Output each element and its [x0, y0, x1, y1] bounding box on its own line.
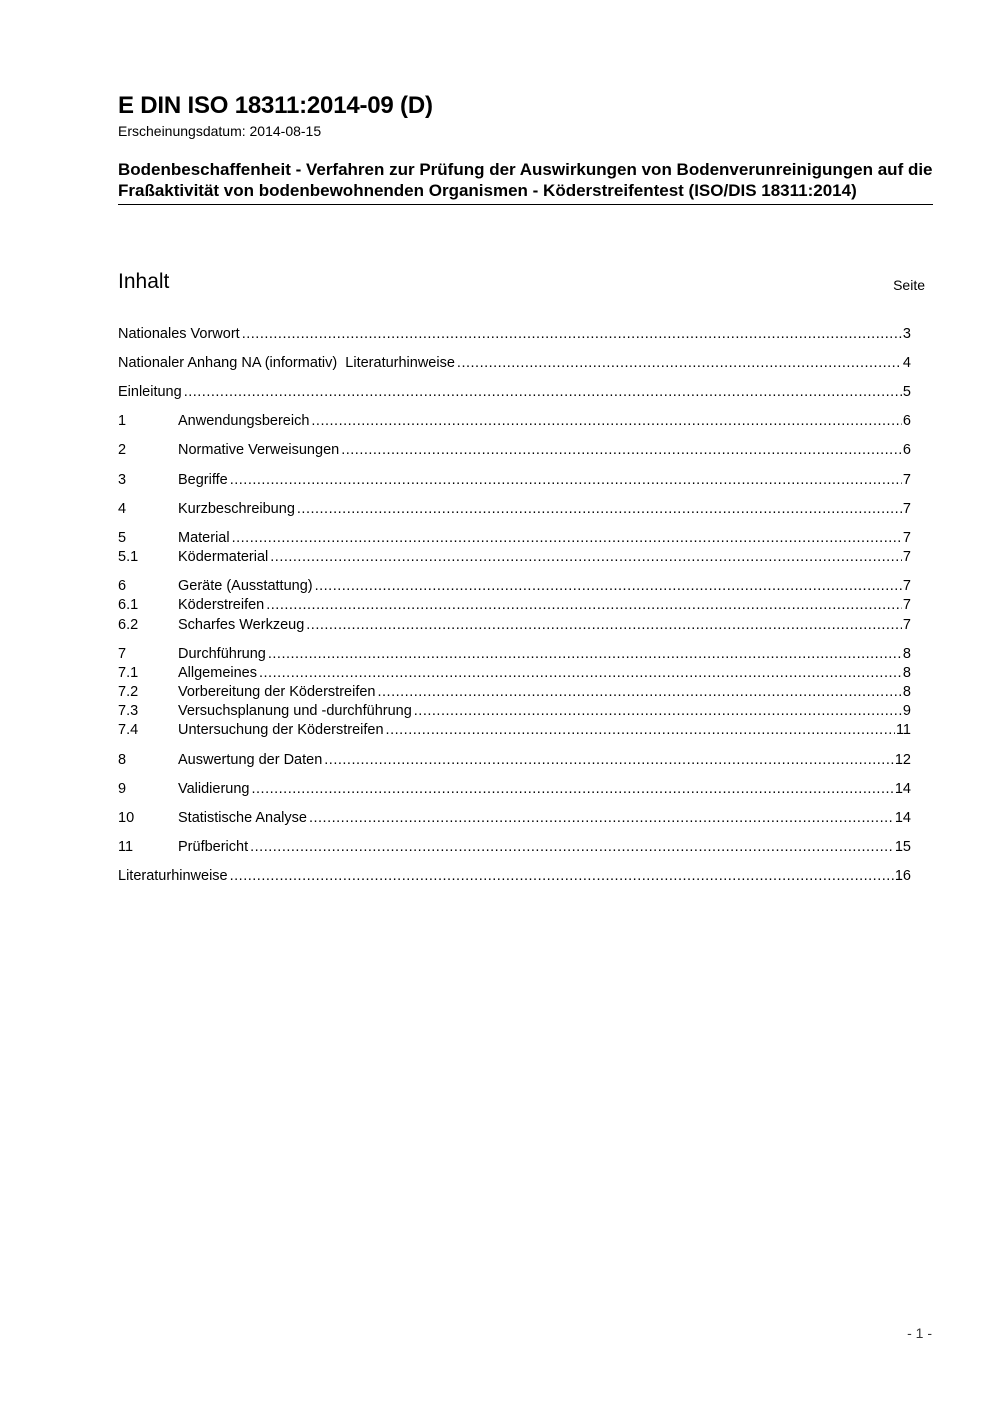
- toc-dot-leader: [230, 867, 894, 886]
- toc-dot-leader: [341, 441, 902, 460]
- toc-entry-number: 9: [118, 781, 127, 797]
- toc-entry-page: 8: [902, 684, 911, 700]
- toc-entry-page: 7: [902, 578, 911, 594]
- toc-entry-title: [178, 500, 295, 519]
- toc-entry-title-text: Scharfes Werkzeug: [178, 617, 305, 633]
- toc-dot-leader: [232, 529, 902, 548]
- toc-entry[interactable]: [118, 664, 911, 683]
- toc-entry-number: 7.2: [118, 684, 139, 700]
- toc-entry-number: 6.2: [118, 617, 139, 633]
- toc-entry-title-text: Versuchsplanung und -durchführung: [178, 703, 412, 719]
- toc-dot-leader: [457, 354, 902, 373]
- toc-dot-leader: [259, 664, 902, 683]
- toc-entry-page: 6: [902, 413, 911, 429]
- document-number: E DIN ISO 18311:2014-09 (D): [118, 92, 433, 119]
- toc-entry-title-text: Untersuchung der Köderstreifen: [178, 722, 384, 738]
- toc-entry-title: [118, 325, 240, 344]
- toc-dot-leader: [242, 325, 902, 344]
- toc-entry-title-text: Normative Verweisungen: [178, 442, 340, 458]
- toc-entry-number: 2: [118, 442, 127, 458]
- toc-dot-leader: [251, 780, 893, 799]
- toc-entry-title-text: Kurzbeschreibung: [178, 501, 295, 517]
- contents-title: Inhalt: [118, 270, 170, 293]
- publication-date: Erscheinungsdatum: 2014-08-15: [118, 123, 322, 139]
- toc-entry-title-text: Anwendungsbereich: [178, 413, 310, 429]
- toc-entry-page: 7: [902, 597, 911, 613]
- toc-entry-number: 8: [118, 752, 127, 768]
- toc-dot-leader: [414, 702, 902, 721]
- toc-dot-leader: [324, 751, 894, 770]
- toc-entry-page: 4: [902, 355, 911, 371]
- toc-entry-title: [178, 616, 304, 635]
- toc-dot-leader: [184, 383, 902, 402]
- toc-entry-page: 8: [902, 665, 911, 681]
- toc-entry-title: [178, 838, 248, 857]
- toc-dot-leader: [230, 471, 902, 490]
- toc-entry-title: [178, 412, 309, 431]
- toc-entry-title: [178, 548, 268, 567]
- toc-entry[interactable]: [118, 867, 911, 886]
- toc-entry-title-text: Allgemeines: [178, 665, 257, 681]
- toc-entry-title: [118, 867, 228, 886]
- document-header: [118, 92, 933, 205]
- toc-entry-page: 7: [902, 617, 911, 633]
- toc-entry[interactable]: [118, 702, 911, 721]
- toc-entry[interactable]: [118, 354, 911, 373]
- toc-entry-title: [178, 664, 257, 683]
- toc-entry-title: [118, 354, 455, 373]
- toc-entry-title: [178, 683, 376, 702]
- toc-entry[interactable]: [118, 529, 911, 548]
- toc-entry[interactable]: [118, 325, 911, 344]
- toc-entry-title: [178, 529, 230, 548]
- toc-dot-leader: [297, 500, 902, 519]
- toc-entry-title-text: Köderstreifen: [178, 597, 265, 613]
- toc-entry[interactable]: [118, 596, 911, 615]
- toc-entry-number: 7.4: [118, 722, 139, 738]
- toc-entry-number: 3: [118, 472, 127, 488]
- toc-entry[interactable]: [118, 500, 911, 519]
- toc-entry-title: [178, 645, 266, 664]
- toc-dot-leader: [311, 412, 902, 431]
- toc-entry-page: 16: [894, 868, 911, 884]
- toc-entry-number: 4: [118, 501, 127, 517]
- toc-dot-leader: [250, 838, 894, 857]
- toc-entry-title-text: Nationaler Anhang NA: [118, 355, 261, 371]
- toc-entry[interactable]: [118, 809, 911, 828]
- toc-entry-title-text: Vorbereitung der Köderstreifen: [178, 684, 376, 700]
- toc-entry-number: 7: [118, 646, 127, 662]
- document-title: Bodenbeschaffenheit - Verfahren zur Prüfung der Auswirkungen von Bodenverunreinigungen auf die Fraßaktivität von bodenbewohnenden Organismen - Köderstreifentest (ISO/DIS 18311:2014): [118, 159, 933, 205]
- toc-entry-title-text: Statistische Analyse: [178, 810, 307, 826]
- toc-entry-title: [178, 751, 322, 770]
- toc-dot-leader: [268, 645, 902, 664]
- toc-entry-number: 5: [118, 530, 127, 546]
- toc-entry-number: 6: [118, 578, 127, 594]
- toc-entry-title: [178, 441, 339, 460]
- contents-heading: [118, 268, 925, 298]
- toc-entry-title: [178, 809, 307, 828]
- toc-entry-page: 9: [902, 703, 911, 719]
- toc-entry-title: [178, 471, 228, 490]
- toc-entry-page: 7: [902, 501, 911, 517]
- toc-entry-page: 7: [902, 549, 911, 565]
- toc-entry-title: [178, 780, 249, 799]
- toc-entry-title: [178, 721, 384, 740]
- toc-entry[interactable]: [118, 683, 911, 702]
- toc-entry[interactable]: [118, 383, 911, 402]
- toc-entry-page: 7: [902, 472, 911, 488]
- toc-entry-note: (informativ): [264, 355, 338, 371]
- toc-entry[interactable]: [118, 780, 911, 799]
- toc-entry-title-text: Literaturhinweise: [118, 868, 228, 884]
- toc-entry[interactable]: [118, 471, 911, 490]
- toc-entry-number: 10: [118, 810, 135, 826]
- toc-dot-leader: [315, 577, 902, 596]
- toc-entry-title-text: Begriffe: [178, 472, 228, 488]
- toc-entry-page: 3: [902, 326, 911, 342]
- toc-entry[interactable]: [118, 751, 911, 770]
- page-column-label: Seite: [893, 277, 925, 293]
- toc-entry-title-text: Auswertung der Daten: [178, 752, 323, 768]
- toc-entry-page: 12: [894, 752, 911, 768]
- toc-entry-title-text: Ködermaterial: [178, 549, 269, 565]
- toc-entry-title: [178, 702, 412, 721]
- toc-entry-number: 11: [118, 839, 134, 855]
- toc-entry-number: 7.1: [118, 665, 139, 681]
- toc-entry-number: 5.1: [118, 549, 139, 565]
- toc-entry-subtitle: Literaturhinweise: [345, 355, 455, 371]
- toc-entry-number: 1: [118, 413, 127, 429]
- toc-entry-title-text: Nationales Vorwort: [118, 326, 240, 342]
- page-number: - 1 -: [907, 1325, 932, 1341]
- toc-dot-leader: [306, 616, 902, 635]
- toc-entry-number: 6.1: [118, 597, 139, 613]
- toc-entry-page: 14: [894, 810, 911, 826]
- toc-entry-page: 15: [894, 839, 911, 855]
- toc-entry-page: 7: [902, 530, 911, 546]
- toc-entry-title-text: Einleitung: [118, 384, 182, 400]
- toc-entry[interactable]: [118, 721, 911, 740]
- toc-dot-leader: [266, 596, 902, 615]
- toc-entry-title: [178, 577, 313, 596]
- toc-entry[interactable]: [118, 548, 911, 567]
- toc-dot-leader: [386, 721, 895, 740]
- toc-dot-leader: [378, 683, 902, 702]
- toc-entry-page: 14: [894, 781, 911, 797]
- toc-entry[interactable]: [118, 412, 911, 431]
- toc-entry[interactable]: [118, 441, 911, 460]
- toc-entry-page: 8: [902, 646, 911, 662]
- toc-entry-title-text: Durchführung: [178, 646, 266, 662]
- toc-entry-title: [118, 383, 182, 402]
- toc-entry-title-text: Validierung: [178, 781, 250, 797]
- toc-entry-title-text: Geräte (Ausstattung): [178, 578, 313, 594]
- toc-entry-title-text: Prüfbericht: [178, 839, 249, 855]
- toc-dot-leader: [309, 809, 894, 828]
- toc-entry[interactable]: [118, 838, 911, 857]
- toc-dot-leader: [270, 548, 902, 567]
- toc-entry-title: [178, 596, 264, 615]
- toc-entry-page: 6: [902, 442, 911, 458]
- toc-entry-number: 7.3: [118, 703, 139, 719]
- toc-entry-page: 11: [895, 722, 911, 738]
- toc-entry[interactable]: [118, 616, 911, 635]
- toc-entry-page: 5: [902, 384, 911, 400]
- toc-entry[interactable]: [118, 645, 911, 664]
- toc-entry-title-text: Material: [178, 530, 230, 546]
- toc-entry[interactable]: [118, 577, 911, 596]
